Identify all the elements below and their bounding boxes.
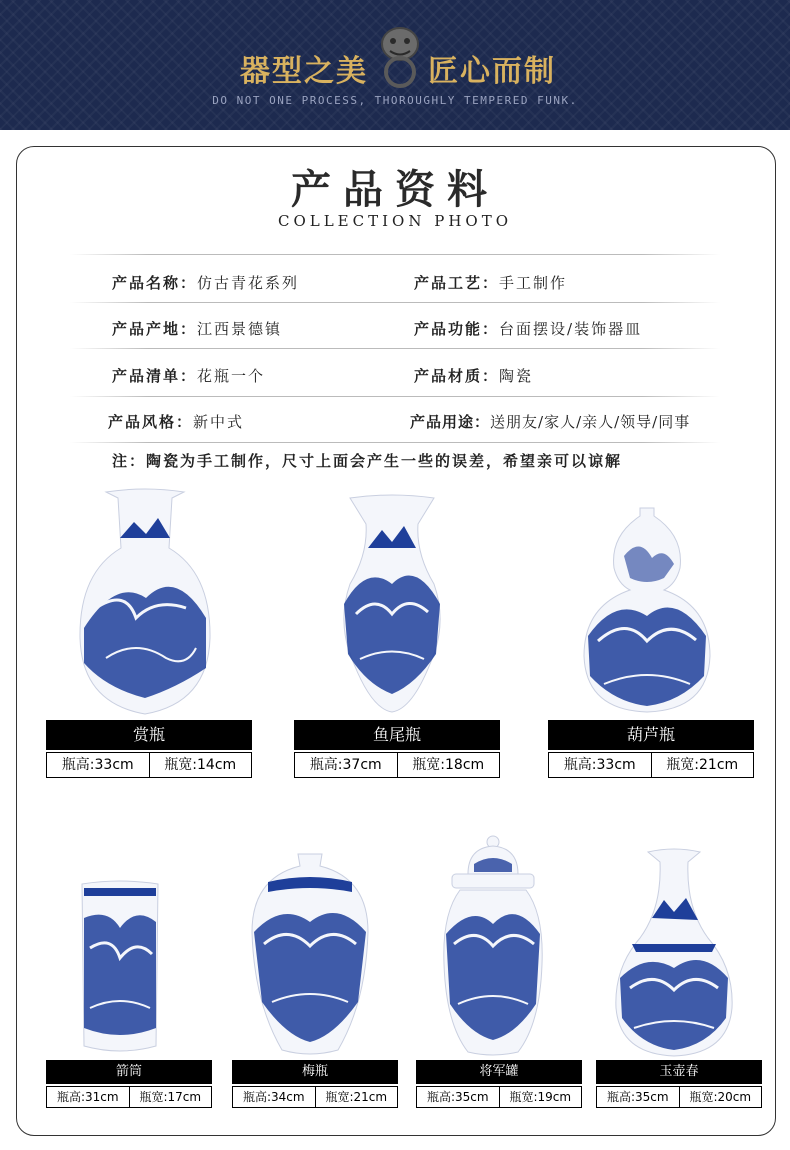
vase-width: 瓶宽:19cm — [499, 1087, 582, 1107]
product-name-label: 梅瓶 — [232, 1060, 398, 1084]
product-dimensions — [596, 1086, 762, 1108]
info-value: 仿古青花系列 — [197, 274, 300, 292]
product-name-label: 赏瓶 — [46, 720, 252, 750]
product-name-label: 玉壶春 — [596, 1060, 762, 1084]
vase-yuweiping-image — [336, 494, 448, 716]
info-value: 台面摆设/装饰器皿 — [499, 320, 643, 338]
info-material — [414, 365, 533, 386]
vase-height: 瓶高:31cm — [56, 1090, 119, 1104]
divider — [70, 396, 720, 397]
info-label: 产品名称： — [112, 274, 198, 292]
info-value: 江西景德镇 — [197, 320, 283, 338]
vase-meiping-image — [248, 852, 372, 1058]
product-dimensions — [232, 1086, 398, 1108]
top-banner — [0, 0, 790, 130]
info-label: 产品清单： — [112, 367, 198, 385]
product-dimensions — [46, 752, 252, 778]
info-value: 手工制作 — [499, 274, 568, 292]
vase-height: 瓶高:34cm — [242, 1090, 305, 1104]
info-list — [112, 365, 265, 386]
product-name-label: 鱼尾瓶 — [294, 720, 500, 750]
divider — [70, 348, 720, 349]
section-title: 产品资料 — [291, 166, 499, 213]
lion-knocker-icon — [376, 26, 424, 92]
vase-height: 瓶高:33cm — [61, 757, 134, 773]
info-label: 产品工艺： — [414, 274, 500, 292]
banner-subtitle: DO NOT ONE PROCESS, THOROUGHLY TEMPERED FUNK. — [212, 94, 578, 107]
product-name-label: 箭筒 — [46, 1060, 212, 1084]
info-style — [108, 411, 244, 432]
info-value: 花瓶一个 — [197, 367, 266, 385]
vase-shangping-image — [76, 488, 214, 718]
info-label: 产品风格： — [108, 413, 194, 431]
info-label: 产品产地： — [112, 320, 198, 338]
vase-height: 瓶高:35cm — [426, 1090, 489, 1104]
vase-width: 瓶宽:20cm — [679, 1087, 762, 1107]
vase-jiantong-image — [78, 878, 162, 1058]
product-dimensions — [548, 752, 754, 778]
banner-right-text: 匠心而制 — [428, 54, 556, 89]
vase-width: 瓶宽:14cm — [149, 753, 252, 777]
product-name-label: 将军罐 — [416, 1060, 582, 1084]
divider — [70, 302, 720, 303]
info-note: 注：陶瓷为手工制作，尺寸上面会产生一些的误差，希望亲可以谅解 — [112, 452, 623, 470]
info-function — [414, 318, 642, 339]
product-dimensions — [416, 1086, 582, 1108]
vase-width: 瓶宽:17cm — [129, 1087, 212, 1107]
info-label: 产品功能： — [414, 320, 500, 338]
vase-height: 瓶高:35cm — [606, 1090, 669, 1104]
vase-width: 瓶宽:18cm — [397, 753, 500, 777]
section-subtitle: COLLECTION PHOTO — [277, 212, 513, 230]
vase-width: 瓶宽:21cm — [651, 753, 754, 777]
vase-huluping-image — [580, 506, 714, 716]
info-label: 产品用途： — [410, 413, 491, 431]
vase-width: 瓶宽:21cm — [315, 1087, 398, 1107]
info-label: 产品材质： — [414, 367, 500, 385]
info-origin — [112, 318, 282, 339]
info-use — [410, 411, 690, 432]
vase-yuhuchun-image — [612, 848, 736, 1058]
product-dimensions — [294, 752, 500, 778]
vase-jiangjunguan-image — [438, 834, 548, 1058]
divider — [70, 442, 720, 443]
banner-left-text: 器型之美 — [240, 54, 368, 89]
vase-height: 瓶高:37cm — [309, 757, 382, 773]
product-dimensions — [46, 1086, 212, 1108]
info-value: 陶瓷 — [499, 367, 534, 385]
info-craft — [414, 272, 567, 293]
info-value: 新中式 — [193, 413, 245, 431]
info-product-name — [112, 272, 299, 293]
vase-height: 瓶高:33cm — [563, 757, 636, 773]
product-name-label: 葫芦瓶 — [548, 720, 754, 750]
divider — [70, 254, 720, 255]
info-value: 送朋友/家人/亲人/领导/同事 — [490, 413, 691, 431]
